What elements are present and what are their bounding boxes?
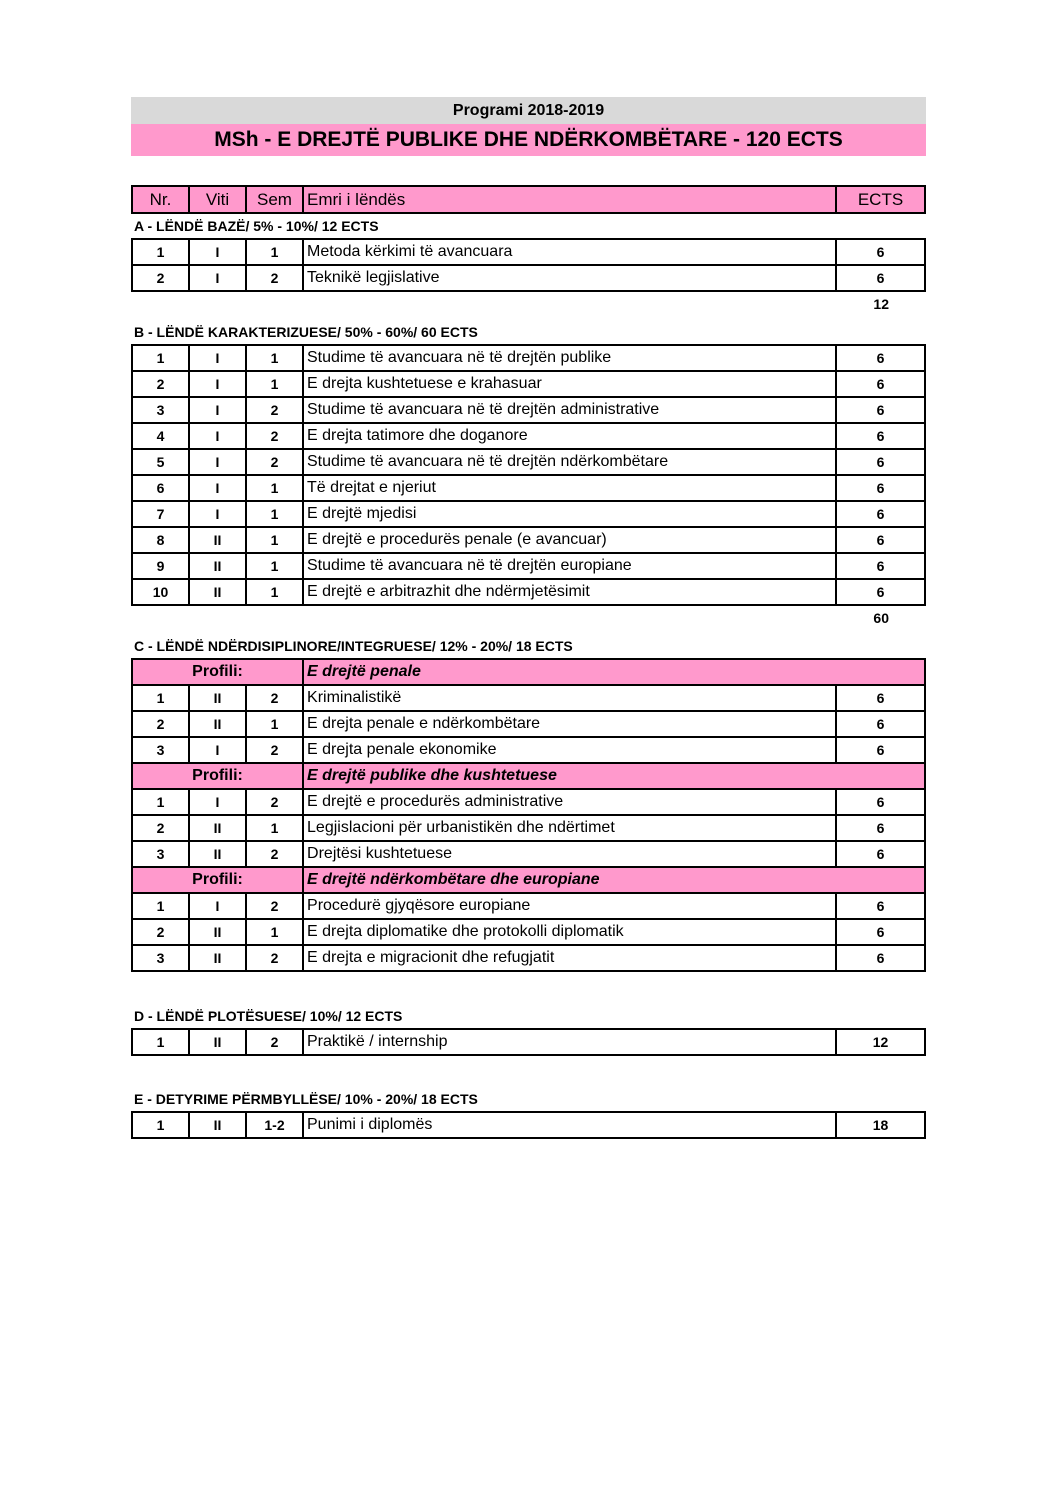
table-row — [132, 711, 925, 737]
cell-course-name: Procedurë gjyqësore europiane — [303, 893, 836, 919]
cell-nr: 7 — [132, 501, 189, 527]
cell-viti: II — [189, 1112, 246, 1138]
cell-course-name: E drejtë mjedisi — [303, 501, 836, 527]
cell-sem: 2 — [246, 397, 303, 423]
section-e-title: E - DETYRIME PËRMBYLLËSE/ 10% - 20%/ 18 ECTS — [134, 1091, 478, 1107]
cell-course-name: Të drejtat e njeriut — [303, 475, 836, 501]
table-row — [132, 1029, 925, 1055]
cell-sem: 2 — [246, 265, 303, 291]
program-title: MSh - E DREJTË PUBLIKE DHE NDËRKOMBËTARE - 120 ECTS — [131, 124, 926, 156]
cell-viti: I — [189, 449, 246, 475]
cell-sem: 1 — [246, 579, 303, 605]
table-row — [132, 737, 925, 763]
cell-course-name: E drejta e migracionit dhe refugjatit — [303, 945, 836, 971]
table-row — [132, 265, 925, 291]
cell-nr: 1 — [132, 893, 189, 919]
table-row — [132, 397, 925, 423]
cell-sem: 2 — [246, 1029, 303, 1055]
cell-nr: 2 — [132, 711, 189, 737]
cell-nr: 10 — [132, 579, 189, 605]
cell-ects: 6 — [836, 501, 925, 527]
cell-viti: I — [189, 789, 246, 815]
section-d-table — [131, 1028, 926, 1056]
cell-course-name: Drejtësi kushtetuese — [303, 841, 836, 867]
cell-course-name: Legjislacioni për urbanistikën dhe ndërtimet — [303, 815, 836, 841]
cell-nr: 1 — [132, 789, 189, 815]
cell-sem: 1-2 — [246, 1112, 303, 1138]
cell-viti: I — [189, 345, 246, 371]
cell-viti: I — [189, 397, 246, 423]
table-row — [132, 527, 925, 553]
cell-viti: II — [189, 841, 246, 867]
cell-course-name: Punimi i diplomës — [303, 1112, 836, 1138]
cell-viti: I — [189, 371, 246, 397]
cell-ects: 6 — [836, 423, 925, 449]
cell-ects: 6 — [836, 685, 925, 711]
program-year: Programi 2018-2019 — [131, 97, 926, 124]
table-row — [132, 685, 925, 711]
section-d-title: D - LËNDË PLOTËSUESE/ 10%/ 12 ECTS — [134, 1008, 403, 1024]
section-a-total: 12 — [873, 296, 889, 312]
cell-course-name: Praktikë / internship — [303, 1029, 836, 1055]
cell-ects: 6 — [836, 239, 925, 265]
cell-ects: 6 — [836, 815, 925, 841]
cell-nr: 2 — [132, 371, 189, 397]
cell-viti: II — [189, 919, 246, 945]
cell-viti: II — [189, 1029, 246, 1055]
table-row — [132, 945, 925, 971]
cell-ects: 6 — [836, 579, 925, 605]
table-row — [132, 371, 925, 397]
table-row — [132, 553, 925, 579]
cell-course-name: Studime të avancuara në të drejtën administrative — [303, 397, 836, 423]
col-sem-header: Sem — [246, 186, 303, 213]
column-header-table — [131, 185, 926, 214]
column-header-row — [132, 186, 925, 213]
cell-nr: 6 — [132, 475, 189, 501]
cell-sem: 2 — [246, 737, 303, 763]
table-row — [132, 475, 925, 501]
cell-sem: 2 — [246, 449, 303, 475]
cell-ects: 6 — [836, 893, 925, 919]
cell-nr: 9 — [132, 553, 189, 579]
cell-viti: II — [189, 815, 246, 841]
table-row — [132, 893, 925, 919]
cell-viti: II — [189, 945, 246, 971]
col-viti-header: Viti — [189, 186, 246, 213]
profile-label: Profili: — [132, 763, 303, 789]
cell-nr: 2 — [132, 815, 189, 841]
cell-nr: 1 — [132, 239, 189, 265]
cell-viti: I — [189, 265, 246, 291]
cell-ects: 6 — [836, 265, 925, 291]
cell-nr: 1 — [132, 345, 189, 371]
cell-sem: 2 — [246, 841, 303, 867]
cell-course-name: E drejtë e procedurës administrative — [303, 789, 836, 815]
cell-ects: 18 — [836, 1112, 925, 1138]
cell-nr: 1 — [132, 1112, 189, 1138]
profile-name: E drejtë penale — [303, 659, 925, 685]
section-c-table — [131, 658, 926, 972]
cell-course-name: E drejta penale e ndërkombëtare — [303, 711, 836, 737]
section-a-table — [131, 238, 926, 292]
table-row — [132, 579, 925, 605]
cell-nr: 8 — [132, 527, 189, 553]
cell-sem: 1 — [246, 371, 303, 397]
table-row — [132, 919, 925, 945]
cell-ects: 6 — [836, 371, 925, 397]
cell-sem: 2 — [246, 685, 303, 711]
section-b-total: 60 — [873, 610, 889, 626]
cell-viti: I — [189, 423, 246, 449]
table-row — [132, 345, 925, 371]
cell-nr: 3 — [132, 737, 189, 763]
cell-viti: II — [189, 579, 246, 605]
cell-sem: 2 — [246, 789, 303, 815]
cell-ects: 6 — [836, 711, 925, 737]
cell-sem: 2 — [246, 423, 303, 449]
cell-viti: II — [189, 553, 246, 579]
cell-viti: I — [189, 737, 246, 763]
section-c-title: C - LËNDË NDËRDISIPLINORE/INTEGRUESE/ 12% - 20%/ 18 ECTS — [134, 638, 573, 654]
cell-course-name: E drejtë e arbitrazhit dhe ndërmjetësimit — [303, 579, 836, 605]
cell-ects: 6 — [836, 449, 925, 475]
cell-nr: 4 — [132, 423, 189, 449]
cell-ects: 6 — [836, 527, 925, 553]
cell-sem: 1 — [246, 711, 303, 737]
cell-ects: 6 — [836, 397, 925, 423]
cell-ects: 6 — [836, 789, 925, 815]
cell-sem: 1 — [246, 239, 303, 265]
cell-nr: 2 — [132, 265, 189, 291]
cell-ects: 6 — [836, 841, 925, 867]
cell-sem: 2 — [246, 893, 303, 919]
cell-course-name: E drejtë e procedurës penale (e avancuar) — [303, 527, 836, 553]
cell-ects: 6 — [836, 475, 925, 501]
cell-viti: I — [189, 893, 246, 919]
cell-course-name: E drejta penale ekonomike — [303, 737, 836, 763]
cell-course-name: Metoda kërkimi të avancuara — [303, 239, 836, 265]
cell-nr: 1 — [132, 685, 189, 711]
table-row — [132, 841, 925, 867]
profile-label: Profili: — [132, 867, 303, 893]
curriculum-page — [131, 97, 926, 1139]
cell-nr: 2 — [132, 919, 189, 945]
table-row — [132, 1112, 925, 1138]
cell-ects: 6 — [836, 345, 925, 371]
col-ects-header: ECTS — [836, 186, 925, 213]
cell-nr: 1 — [132, 1029, 189, 1055]
cell-viti: II — [189, 527, 246, 553]
cell-course-name: Teknikë legjislative — [303, 265, 836, 291]
cell-nr: 5 — [132, 449, 189, 475]
table-row — [132, 423, 925, 449]
cell-course-name: Studime të avancuara në të drejtën publike — [303, 345, 836, 371]
cell-sem: 1 — [246, 919, 303, 945]
section-e-table — [131, 1111, 926, 1139]
table-row — [132, 501, 925, 527]
table-row — [132, 815, 925, 841]
cell-ects: 6 — [836, 945, 925, 971]
table-row — [132, 449, 925, 475]
profile-row — [132, 659, 925, 685]
cell-viti: I — [189, 239, 246, 265]
col-nr-header: Nr. — [132, 186, 189, 213]
cell-sem: 1 — [246, 475, 303, 501]
cell-viti: II — [189, 685, 246, 711]
cell-course-name: Studime të avancuara në të drejtën ndërkombëtare — [303, 449, 836, 475]
cell-ects: 12 — [836, 1029, 925, 1055]
profile-name: E drejtë ndërkombëtare dhe europiane — [303, 867, 925, 893]
profile-label: Profili: — [132, 659, 303, 685]
cell-nr: 3 — [132, 397, 189, 423]
profile-row — [132, 763, 925, 789]
cell-course-name: E drejta kushtetuese e krahasuar — [303, 371, 836, 397]
cell-sem: 2 — [246, 945, 303, 971]
cell-sem: 1 — [246, 815, 303, 841]
cell-ects: 6 — [836, 737, 925, 763]
cell-sem: 1 — [246, 527, 303, 553]
section-b-table — [131, 344, 926, 606]
cell-course-name: E drejta tatimore dhe doganore — [303, 423, 836, 449]
cell-course-name: Kriminalistikë — [303, 685, 836, 711]
profile-row — [132, 867, 925, 893]
cell-ects: 6 — [836, 919, 925, 945]
col-name-header: Emri i lëndës — [303, 186, 836, 213]
section-a-title: A - LËNDË BAZË/ 5% - 10%/ 12 ECTS — [134, 218, 379, 234]
cell-sem: 1 — [246, 553, 303, 579]
table-row — [132, 239, 925, 265]
profile-name: E drejtë publike dhe kushtetuese — [303, 763, 925, 789]
table-row — [132, 789, 925, 815]
cell-viti: II — [189, 711, 246, 737]
cell-ects: 6 — [836, 553, 925, 579]
cell-sem: 1 — [246, 501, 303, 527]
cell-nr: 3 — [132, 945, 189, 971]
section-b-title: B - LËNDË KARAKTERIZUESE/ 50% - 60%/ 60 ECTS — [134, 324, 478, 340]
cell-viti: I — [189, 501, 246, 527]
cell-nr: 3 — [132, 841, 189, 867]
cell-viti: I — [189, 475, 246, 501]
cell-course-name: Studime të avancuara në të drejtën europiane — [303, 553, 836, 579]
cell-sem: 1 — [246, 345, 303, 371]
cell-course-name: E drejta diplomatike dhe protokolli diplomatik — [303, 919, 836, 945]
